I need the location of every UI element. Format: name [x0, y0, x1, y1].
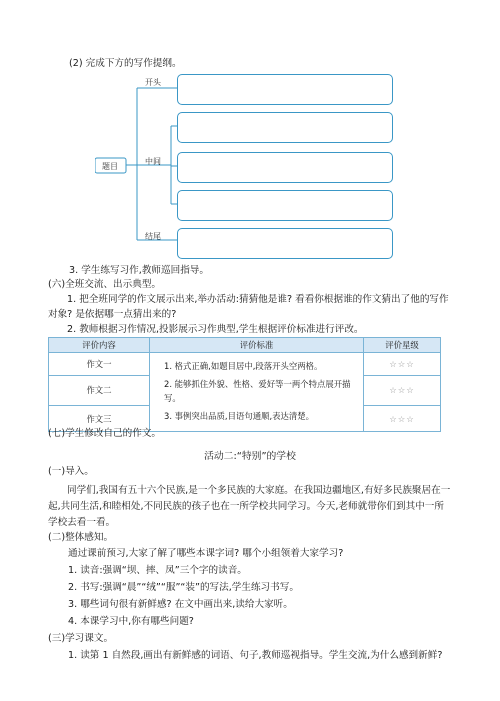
- part-2-heading: (二)整体感知。: [48, 532, 114, 543]
- outline-opening-box[interactable]: [177, 74, 393, 105]
- outline-middle-box-3[interactable]: [177, 190, 393, 221]
- intro-paragraph: 同学们,我国有五十六个民族,是一个多民族的大家庭。在我国边疆地区,有好多民族聚居在一起,共同生活,和睦相处,不同民族的孩子也在一所学校共同学习。今天,老师就带你们到其中一所学校去看一看。: [48, 485, 451, 528]
- list-item: 3. 哪些词句很有新鲜感? 在文中画出来,读给大家听。: [68, 599, 293, 610]
- outline-middle-box-1[interactable]: [177, 112, 393, 143]
- criterion-2: 2. 能够抓住外貌、性格、爱好等一两个特点展开描写。: [164, 379, 351, 403]
- star-rating[interactable]: ☆☆☆: [364, 375, 441, 405]
- header-criteria: 评价标准: [150, 338, 364, 353]
- row-content: 作文一: [49, 353, 150, 376]
- header-content: 评价内容: [49, 338, 150, 353]
- header-rating: 评价星级: [364, 338, 441, 353]
- section-7-heading: (七)学生修改自己的作文。: [48, 428, 162, 439]
- criteria-cell: [150, 353, 364, 432]
- criterion-1: 1. 格式正确,如题目居中,段落开头空两格。: [164, 361, 323, 371]
- section-6-heading: (六)全班交流、出示典型。: [48, 279, 162, 290]
- preview-question: 通过课前预习,大家了解了哪些本课字词? 哪个小组领着大家学习?: [68, 548, 344, 559]
- part-1-heading: (一)导入。: [48, 466, 94, 477]
- step-2-instruction: (2) 完成下方的写作提纲。: [69, 58, 182, 69]
- item-6-1: 1. 把全班同学的作文展示出来,举办活动:猜猜他是谁? 看看你根据谁的作文猜出了他的写作对象? 是依据哪一点猜出来的?: [48, 294, 449, 320]
- outline-opening-label: 开头: [145, 78, 161, 87]
- activity-title: 活动二:“特别”的学校: [204, 451, 296, 462]
- row-content: 作文三: [49, 406, 150, 432]
- step-3-instruction: 3. 学生练写习作,教师巡回指导。: [69, 265, 209, 276]
- outline-ending-label: 结尾: [145, 232, 161, 241]
- table-row: [49, 353, 441, 376]
- table-header-row: [49, 338, 441, 353]
- outline-ending-box[interactable]: [177, 228, 393, 259]
- criterion-3: 3. 事例突出品质,目语句通顺,表达清楚。: [164, 411, 314, 421]
- outline-title-label: 题目: [102, 162, 118, 171]
- evaluation-table: [48, 337, 441, 432]
- part-3-heading: (三)学习课文。: [48, 633, 114, 644]
- row-content: 作文二: [49, 375, 150, 405]
- last-item: 1. 读第 1 自然段,画出有新鲜感的词语、句子,教师巡视指导。学生交流,为什么感到新鲜?: [68, 650, 443, 661]
- outline-middle-label: 中间: [145, 157, 161, 166]
- writing-outline-diagram: [95, 68, 405, 263]
- list-item: 4. 本课学习中,你有哪些问题?: [68, 616, 194, 627]
- star-rating[interactable]: ☆☆☆: [364, 353, 441, 376]
- star-rating[interactable]: ☆☆☆: [364, 406, 441, 432]
- list-item: 2. 书写:强调“晨”“绒”“服”“装”的写法,学生练习书写。: [68, 582, 299, 593]
- list-item: 1. 读音:强调“坝、摔、凤”三个字的读音。: [68, 565, 247, 576]
- outline-middle-box-2[interactable]: [177, 152, 393, 183]
- item-6-2: 2. 教师根据习作情况,投影展示习作典型,学生根据评价标准进行评改。: [67, 324, 364, 335]
